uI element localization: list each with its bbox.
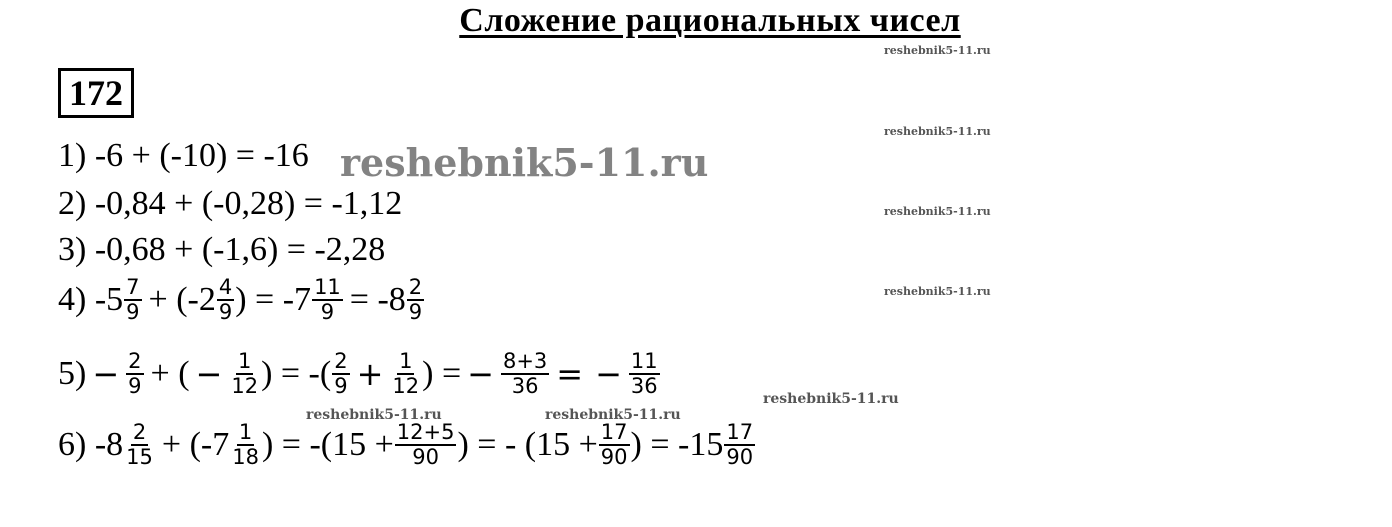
numerator: 12+5 [395, 421, 457, 446]
equation-text: 6) -8 [58, 426, 124, 463]
minus-sign: − [92, 355, 120, 393]
fraction [724, 421, 755, 469]
numerator: 4 [217, 276, 234, 301]
equation-line-6 [58, 415, 756, 475]
equation-text: 2) -0,84 + (-0,28) = -1,12 [58, 185, 403, 222]
numerator: 1 [397, 350, 414, 375]
equation-text: ) = -7 [235, 281, 312, 318]
denominator: 12 [392, 374, 420, 398]
denominator: 9 [408, 300, 423, 324]
denominator: 9 [334, 374, 348, 398]
fraction [407, 276, 424, 324]
problem-number: 172 [58, 68, 134, 118]
equation-text: ) = [422, 355, 462, 392]
denominator: 9 [128, 374, 142, 398]
watermark: reshebnik5-11.ru [545, 407, 681, 423]
equation-text: = -8 [349, 281, 406, 318]
fraction [390, 350, 421, 398]
equation-text: ) = -(15 + [261, 426, 394, 463]
equation-text: ) = - (15 + [457, 426, 598, 463]
denominator: 12 [231, 374, 259, 398]
equation-text: + ( [150, 355, 190, 392]
fraction [126, 350, 143, 398]
equals-sign: = [556, 355, 584, 393]
numerator: 1 [237, 421, 254, 446]
numerator: 2 [131, 421, 148, 446]
numerator: 17 [599, 421, 630, 446]
fraction [332, 350, 349, 398]
watermark: reshebnik5-11.ru [763, 391, 899, 407]
numerator: 11 [629, 350, 660, 375]
numerator: 2 [332, 350, 349, 375]
denominator: 36 [630, 374, 658, 398]
watermark-large: reshebnik5-11.ru [340, 140, 709, 185]
numerator: 1 [236, 350, 253, 375]
equation-text: + (-2 [148, 281, 216, 318]
numerator: 2 [407, 276, 424, 301]
denominator: 9 [218, 300, 233, 324]
denominator: 90 [600, 445, 628, 469]
numerator: 8+3 [501, 350, 549, 375]
equation-line-4 [58, 270, 425, 330]
minus-sign: − [195, 355, 223, 393]
fraction [217, 276, 234, 324]
numerator: 2 [126, 350, 143, 375]
denominator: 15 [126, 445, 153, 469]
equation-text: 3) -0,68 + (-1,6) = -2,28 [58, 231, 386, 268]
watermark: reshebnik5-11.ru [306, 407, 442, 423]
fraction [230, 421, 261, 469]
minus-sign: − [595, 355, 622, 393]
numerator: 7 [124, 276, 141, 301]
denominator: 90 [412, 445, 439, 469]
fraction [229, 350, 260, 398]
plus-sign: + [356, 355, 384, 393]
fraction [629, 350, 660, 398]
watermark: reshebnik5-11.ru [884, 205, 991, 218]
fraction [124, 276, 141, 324]
page-title: Сложение рациональных чисел [459, 2, 961, 39]
denominator: 9 [320, 300, 335, 324]
equation-text: 1) -6 + (-10) = -16 [58, 137, 309, 174]
denominator: 90 [726, 445, 754, 469]
denominator: 9 [126, 300, 140, 324]
equation-text: + (-7 [161, 426, 230, 463]
equation-text: 5) [58, 355, 87, 392]
fraction [124, 421, 155, 469]
minus-sign: − [467, 355, 494, 393]
numerator: 11 [312, 276, 343, 301]
denominator: 18 [232, 445, 259, 469]
equation-text: ) = -15 [630, 426, 724, 463]
equation-text: 4) -5 [58, 281, 124, 318]
fraction [501, 350, 549, 398]
equation-text: ) = -( [261, 355, 332, 392]
numerator: 17 [724, 421, 755, 446]
watermark: reshebnik5-11.ru [884, 125, 991, 138]
equation-line-5 [58, 344, 661, 404]
fraction [599, 421, 630, 469]
fraction [395, 421, 457, 469]
watermark: reshebnik5-11.ru [884, 44, 991, 57]
denominator: 36 [511, 374, 539, 398]
watermark: reshebnik5-11.ru [884, 285, 991, 298]
fraction [312, 276, 343, 324]
